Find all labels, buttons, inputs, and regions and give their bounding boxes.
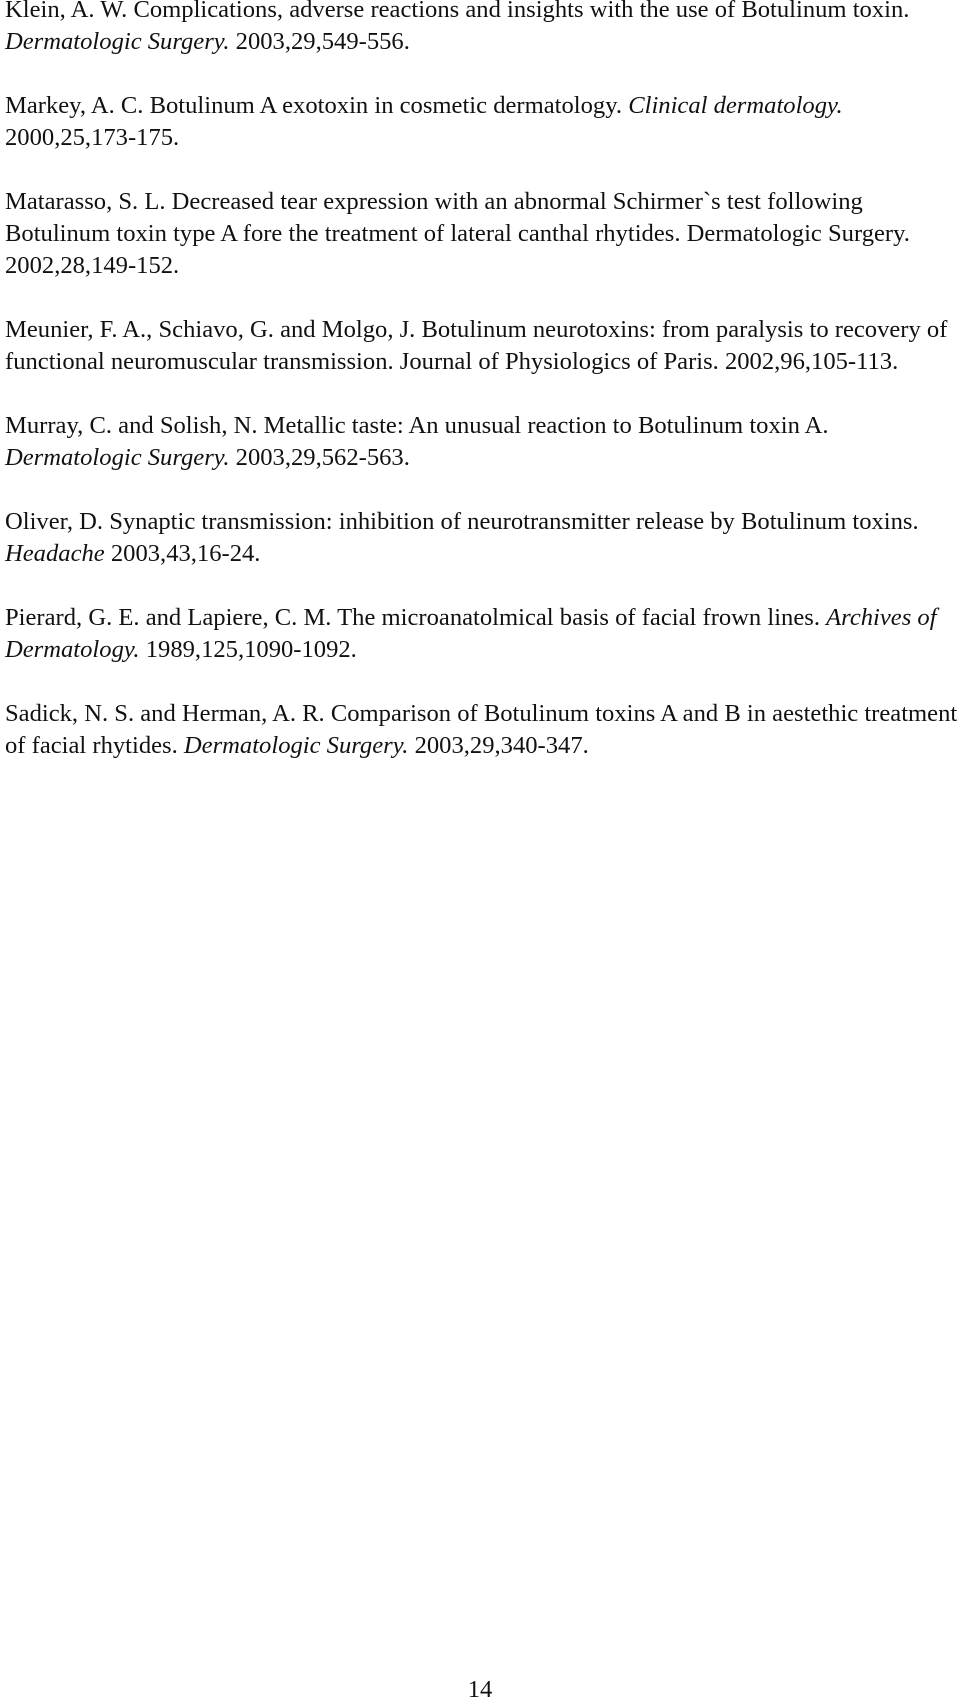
reference-item <box>5 0 960 58</box>
reference-list <box>5 0 960 794</box>
reference-text: Sadick, N. S. and Herman, A. R. Comparison of Botulinum toxins A and B in aestethic treatment of facial rhytides. <box>5 700 958 759</box>
journal-title: Dermatologic Surgery. <box>183 732 409 759</box>
reference-item <box>5 506 960 570</box>
reference-item <box>5 410 960 474</box>
reference-text: Matarasso, S. L. Decreased tear expression with an abnormal Schirmer`s test following Botulinum toxin type A fore the treatment of lateral canthal rhytides. Dermatologic Surgery. 2002,28,149-152. <box>5 188 910 279</box>
citation-details: 2003,29,562-563. <box>229 444 410 471</box>
citation-details: 2003,43,16-24. <box>104 540 261 567</box>
citation-details: 2000,25,173-175. <box>5 124 180 151</box>
reference-item <box>5 698 960 762</box>
journal-title: Dermatologic Surgery. <box>5 28 230 55</box>
reference-item <box>5 602 960 666</box>
reference-text: Pierard, G. E. and Lapiere, C. M. The microanatolmical basis of facial frown lines. <box>5 604 827 631</box>
reference-item <box>5 90 960 154</box>
journal-title: Clinical dermatology. <box>628 92 843 119</box>
reference-text: Oliver, D. Synaptic transmission: inhibition of neurotransmitter release by Botulinum toxins. <box>5 508 919 535</box>
journal-title: Headache <box>5 540 105 567</box>
page-number: 14 <box>467 1676 493 1703</box>
journal-title: Dermatologic Surgery. <box>5 444 230 471</box>
citation-details: 2003,29,340-347. <box>408 732 589 759</box>
citation-details: 1989,125,1090-1092. <box>139 636 357 663</box>
reference-item <box>5 314 960 378</box>
reference-text: Meunier, F. A., Schiavo, G. and Molgo, J. Botulinum neurotoxins: from paralysis to recovery of functional neuromuscular transmission. Journal of Physiologics of Paris. 2002,96,105-113. <box>5 316 948 375</box>
reference-text: Markey, A. C. Botulinum A exotoxin in cosmetic dermatology. <box>5 92 629 119</box>
reference-item <box>5 186 960 282</box>
reference-text: Murray, C. and Solish, N. Metallic taste: An unusual reaction to Botulinum toxin A. <box>5 412 829 439</box>
journal-title: Archives of Dermatology. <box>5 604 937 663</box>
reference-text: Klein, A. W. Complications, adverse reactions and insights with the use of Botulinum toxin. <box>5 0 910 23</box>
citation-details: 2003,29,549-556. <box>229 28 410 55</box>
